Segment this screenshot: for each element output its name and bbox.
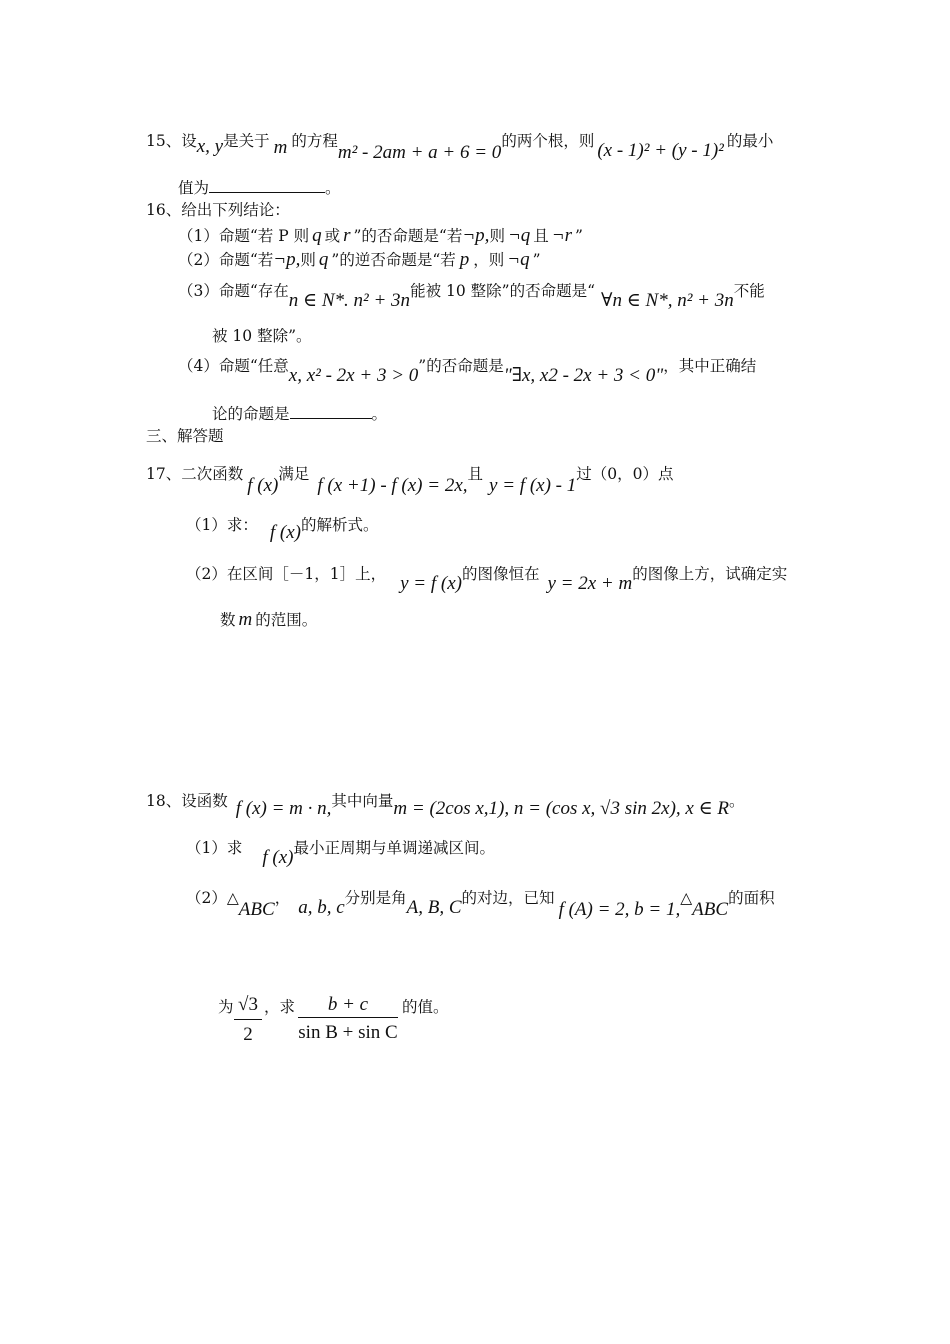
q16-s3-text: 能被 10 整除”的否命题是“ [410, 282, 595, 300]
q16-s1-text: ” [575, 227, 583, 245]
q17-part2 [186, 564, 788, 594]
q16-s1-math: ¬q [507, 225, 531, 246]
q16-s3-text: （3）命题“存在 [178, 282, 289, 300]
q18-text: 。 [729, 792, 745, 810]
q18-math: ABC [238, 899, 275, 920]
q18-text: 其中向量 [331, 792, 394, 810]
q16-s1-math: r [343, 225, 351, 246]
q16-s1-math: ¬p, [462, 225, 490, 246]
fraction-sqrt3-over-2 [234, 994, 262, 1046]
q17-part2-cont [220, 610, 317, 629]
q16-s2-math: ¬p, [273, 249, 301, 270]
q15-text: 的两个根，则 [501, 132, 595, 150]
q15-vars-xy: x, y [196, 136, 224, 157]
q16-s1-text: ”的否命题是“若 [353, 227, 463, 245]
q16-s2-text: 则 [300, 251, 316, 269]
q16-statement-4-cont [212, 404, 387, 423]
q17-text: 的图像上方，试确定实 [632, 565, 788, 583]
q17-text: （1）求： [186, 516, 258, 534]
q15-label: 15、设 [146, 132, 197, 150]
section-heading: 三、解答题 [146, 427, 224, 445]
q18-part1 [186, 838, 496, 868]
q18-text: （1）求 [186, 839, 243, 857]
q18-text: 的面积 [728, 889, 775, 907]
q16-statement-2 [178, 250, 541, 269]
q18-math: f (x) = m · n, [235, 798, 332, 819]
q17-math: f (x) [247, 475, 279, 496]
fraction-b-plus-c-over-sines [298, 994, 398, 1046]
q15-answer-blank[interactable] [209, 178, 325, 193]
q18-math: m = (2cos x,1), n = (cos x, √3 sin 2x), x ∈ R [393, 798, 730, 819]
q18-part2-prefix: 为 [218, 998, 234, 1016]
q18-text: ， [274, 889, 291, 907]
q16-s1-text: （1）命题“若 P 则 [178, 227, 310, 245]
q16-s2-math: ¬q [507, 249, 530, 270]
q16-s1-text: 或 [324, 227, 341, 245]
q16-s1-math: q [312, 225, 322, 246]
q16-s2-text: ，则 [473, 251, 505, 269]
fraction-denominator: 2 [243, 1024, 253, 1045]
q17-text: 的图像恒在 [461, 565, 540, 583]
q16-s2-text: （2）命题“若 [178, 251, 274, 269]
fraction-numerator: b + c [327, 994, 369, 1015]
q15-text: 的最小 [726, 132, 774, 150]
q15-text: 值为 [178, 179, 210, 197]
fraction-bar [298, 1017, 398, 1018]
q17-math: y = f (x) [400, 573, 462, 594]
q18-math: ABC [692, 899, 729, 920]
fraction-denominator: sin B + sin C [298, 1022, 398, 1043]
fraction-numerator: √3 [238, 994, 258, 1015]
q15-line2 [178, 178, 341, 197]
q18-text: 最小正周期与单调递减区间。 [293, 839, 496, 857]
q15-text: 是关于 [223, 132, 270, 150]
q16-title: 16、给出下列结论： [146, 201, 290, 219]
q17-math: y = f (x) - 1 [489, 475, 577, 496]
q17-math: m [238, 609, 253, 630]
q18-line1 [146, 791, 745, 819]
q16-s3-math: ∀n ∈ N*, n² + 3n [601, 290, 734, 311]
q16-s4-text: （4）命题“任意 [178, 357, 289, 375]
q16-s3-text: 不能 [733, 282, 765, 300]
fraction-bar [234, 1019, 262, 1020]
q16-s4-text: 。 [371, 405, 388, 423]
q18-text: △ [680, 889, 693, 907]
q16-s2-text: ”的逆否命题是“若 [331, 251, 456, 269]
q17-text: 满足 [278, 465, 310, 483]
q18-text: 18、设函数 [146, 792, 228, 810]
q16-statement-3 [178, 281, 765, 311]
q16-statement-3-cont: 被 10 整除”。 [212, 327, 312, 345]
q17-text: 17、二次函数 [146, 465, 244, 483]
q15-text: 的方程 [291, 132, 338, 150]
q17-math: f (x +1) - f (x) = 2x, [317, 475, 468, 496]
q18-math: a, b, c [298, 897, 345, 918]
q15-var-m: m [273, 137, 288, 158]
q18-math: f (x) [262, 847, 294, 868]
q17-part1 [186, 515, 379, 543]
q17-text: 的范围。 [255, 611, 318, 629]
q16-s4-text: ”的否命题是 [418, 357, 504, 375]
q18-part2-text: ，求 [264, 998, 296, 1016]
q18-math: f (A) = 2, b = 1, [558, 899, 681, 920]
q16-statement-1 [178, 226, 583, 245]
q16-s1-text: 且 [533, 227, 549, 245]
q16-s4-text: ，其中正确结 [663, 357, 757, 375]
q17-math: f (x) [269, 522, 301, 543]
q16-s4-math: "∃x, x2 - 2x + 3 < 0" [503, 365, 664, 386]
q18-math: A, B, C [406, 897, 462, 918]
q16-s3-math: n ∈ N*. n² + 3n [288, 290, 411, 311]
q15-expression: (x - 1)² + (y - 1)² [597, 140, 724, 161]
q16-s1-text: 则 [489, 227, 505, 245]
q16-answer-blank[interactable] [290, 404, 372, 419]
q17-text: 过（0，0）点 [576, 465, 674, 483]
q17-text: 的解析式。 [301, 516, 379, 534]
q16-s2-math: q [318, 249, 329, 270]
q18-part2 [186, 888, 775, 920]
q17-text: 且 [467, 465, 484, 483]
q17-line1 [146, 464, 674, 496]
q15-text: 。 [325, 179, 341, 197]
q15-equation: m² - 2am + a + 6 = 0 [337, 142, 502, 163]
q18-text: 分别是角 [344, 889, 407, 907]
q16-s4-math: x, x² - 2x + 3 > 0 [288, 365, 419, 386]
q16-s1-math: ¬r [551, 225, 573, 246]
q17-text: （2）在区间［－1，1］上， [186, 565, 387, 583]
q18-text: 的对边，已知 [461, 889, 555, 907]
q18-text: （2）△ [186, 889, 239, 907]
q17-math: y = 2x + m [547, 573, 633, 594]
q17-text: 数 [220, 611, 236, 629]
q16-s2-math: p [459, 249, 470, 270]
q15-line1 [146, 131, 774, 163]
q16-s4-text: 论的命题是 [212, 405, 290, 423]
q18-part2-suffix: 的值。 [402, 998, 449, 1016]
q16-statement-4 [178, 356, 757, 386]
q16-s2-text: ” [532, 251, 541, 269]
